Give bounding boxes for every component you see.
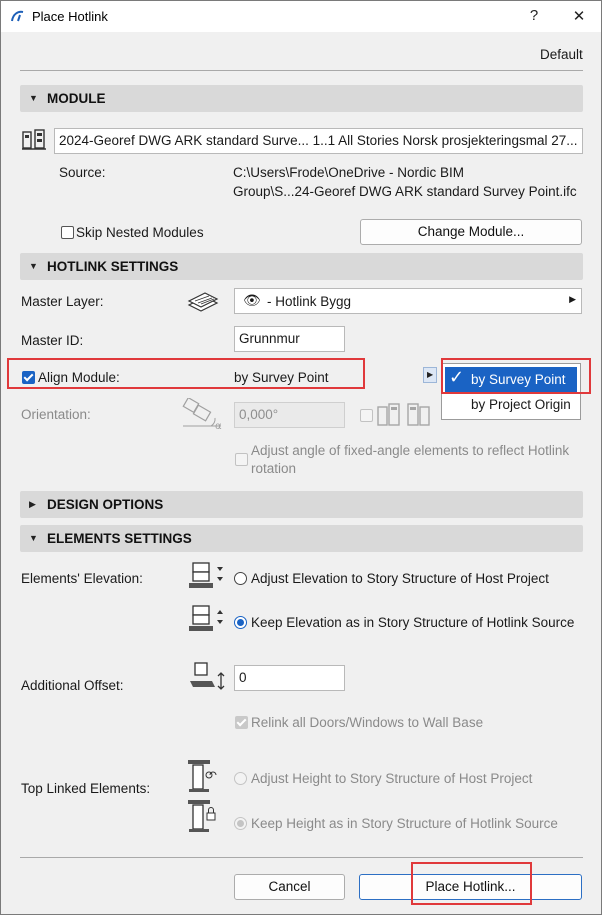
section-module-title: MODULE bbox=[47, 91, 106, 106]
additional-offset-label: Additional Offset: bbox=[21, 678, 124, 693]
relink-label: Relink all Doors/Windows to Wall Base bbox=[251, 715, 484, 730]
menu-item-project-origin[interactable] bbox=[445, 393, 577, 416]
additional-offset-input[interactable]: 0 bbox=[234, 665, 345, 691]
help-button[interactable]: ? bbox=[529, 7, 539, 24]
mirror-module-icon bbox=[376, 401, 434, 427]
adjust-height-icon bbox=[187, 759, 227, 793]
master-id-input[interactable]: Grunnmur bbox=[234, 326, 345, 352]
divider bbox=[20, 70, 583, 71]
offset-icon bbox=[187, 661, 227, 693]
section-hotlink-settings-title: HOTLINK SETTINGS bbox=[47, 259, 179, 274]
top-adjust-label: Adjust Height to Story Structure of Host Project bbox=[251, 771, 533, 786]
preset-label[interactable]: Default bbox=[540, 47, 583, 62]
dropdown-arrow-icon: ▶ bbox=[569, 294, 576, 304]
skip-nested-label: Skip Nested Modules bbox=[76, 225, 204, 240]
section-hotlink-settings[interactable] bbox=[20, 253, 583, 280]
section-elements-settings[interactable] bbox=[20, 525, 583, 552]
orientation-input[interactable]: 0,000° bbox=[234, 402, 345, 428]
adjust-angle-label: Adjust angle of fixed-angle elements to reflect Hotlink rotation bbox=[251, 443, 570, 476]
adjust-angle-checkbox[interactable] bbox=[235, 453, 248, 466]
svg-text:α: α bbox=[215, 421, 222, 430]
rotation-angle-icon bbox=[181, 398, 223, 430]
elevation-adjust-label: Adjust Elevation to Story Structure of Host Project bbox=[251, 571, 549, 586]
top-keep-label: Keep Height as in Story Structure of Hotlink Source bbox=[251, 816, 558, 831]
expand-arrow-icon: ▶ bbox=[29, 499, 36, 509]
change-module-button[interactable]: Change Module... bbox=[360, 219, 582, 245]
checkmark-icon: ✓ bbox=[449, 367, 465, 387]
module-name-field: 2024-Georef DWG ARK standard Surve... 1..1 All Stories Norsk prosjekteringsmal 27... bbox=[54, 128, 583, 154]
source-label: Source: bbox=[59, 165, 106, 180]
skip-nested-checkbox[interactable] bbox=[61, 226, 74, 239]
layers-icon bbox=[187, 291, 219, 313]
cancel-button[interactable]: Cancel bbox=[234, 874, 345, 900]
section-design-options-title: DESIGN OPTIONS bbox=[47, 497, 164, 512]
close-button[interactable]: ✕ bbox=[572, 8, 586, 25]
window-title: Place Hotlink bbox=[32, 9, 108, 24]
play-arrow-icon: ▶ bbox=[427, 370, 434, 379]
relink-checkbox[interactable] bbox=[235, 716, 248, 729]
master-id-label: Master ID: bbox=[21, 333, 84, 348]
section-elements-settings-title: ELEMENTS SETTINGS bbox=[47, 531, 192, 546]
elevation-keep-radio[interactable] bbox=[234, 616, 247, 629]
eye-icon: 👁 bbox=[243, 292, 261, 308]
highlight-align-module bbox=[7, 358, 365, 389]
place-hotlink-button[interactable]: Place Hotlink... bbox=[359, 874, 582, 900]
adjust-elevation-icon bbox=[187, 561, 227, 591]
top-adjust-radio[interactable] bbox=[234, 772, 247, 785]
menu-item-label: by Survey Point bbox=[471, 372, 566, 387]
source-path-line1: C:\Users\Frode\OneDrive - Nordic BIM bbox=[233, 165, 465, 180]
highlight-place-hotlink bbox=[411, 862, 532, 905]
orientation-mirror-checkbox[interactable] bbox=[360, 409, 373, 422]
title-bar bbox=[1, 1, 601, 32]
collapse-arrow-icon: ▼ bbox=[29, 261, 38, 271]
keep-elevation-icon bbox=[187, 604, 227, 634]
section-design-options[interactable] bbox=[20, 491, 583, 518]
top-linked-label: Top Linked Elements: bbox=[21, 781, 151, 796]
menu-item-label: by Project Origin bbox=[471, 397, 571, 412]
align-module-value: by Survey Point bbox=[234, 370, 329, 385]
orientation-label: Orientation: bbox=[21, 407, 91, 422]
elevation-keep-label: Keep Elevation as in Story Structure of Hotlink Source bbox=[251, 615, 575, 630]
archicad-logo-icon bbox=[11, 10, 25, 22]
elements-elevation-label: Elements' Elevation: bbox=[21, 571, 143, 586]
top-keep-radio[interactable] bbox=[234, 817, 247, 830]
footer-divider bbox=[20, 857, 583, 858]
align-module-label: Align Module: bbox=[38, 370, 120, 385]
align-popup-toggle[interactable] bbox=[423, 367, 437, 383]
keep-height-icon bbox=[187, 799, 227, 833]
collapse-arrow-icon: ▼ bbox=[29, 93, 38, 103]
section-module[interactable] bbox=[20, 85, 583, 112]
source-path-line2: Group\S...24-Georef DWG ARK standard Survey Point.ifc bbox=[233, 184, 577, 199]
collapse-arrow-icon: ▼ bbox=[29, 533, 38, 543]
master-layer-select[interactable] bbox=[234, 288, 582, 314]
elevation-adjust-radio[interactable] bbox=[234, 572, 247, 585]
master-layer-label: Master Layer: bbox=[21, 294, 104, 309]
highlight-survey-point bbox=[441, 358, 591, 394]
module-icon bbox=[22, 128, 46, 150]
master-layer-value: - Hotlink Bygg bbox=[267, 294, 352, 309]
